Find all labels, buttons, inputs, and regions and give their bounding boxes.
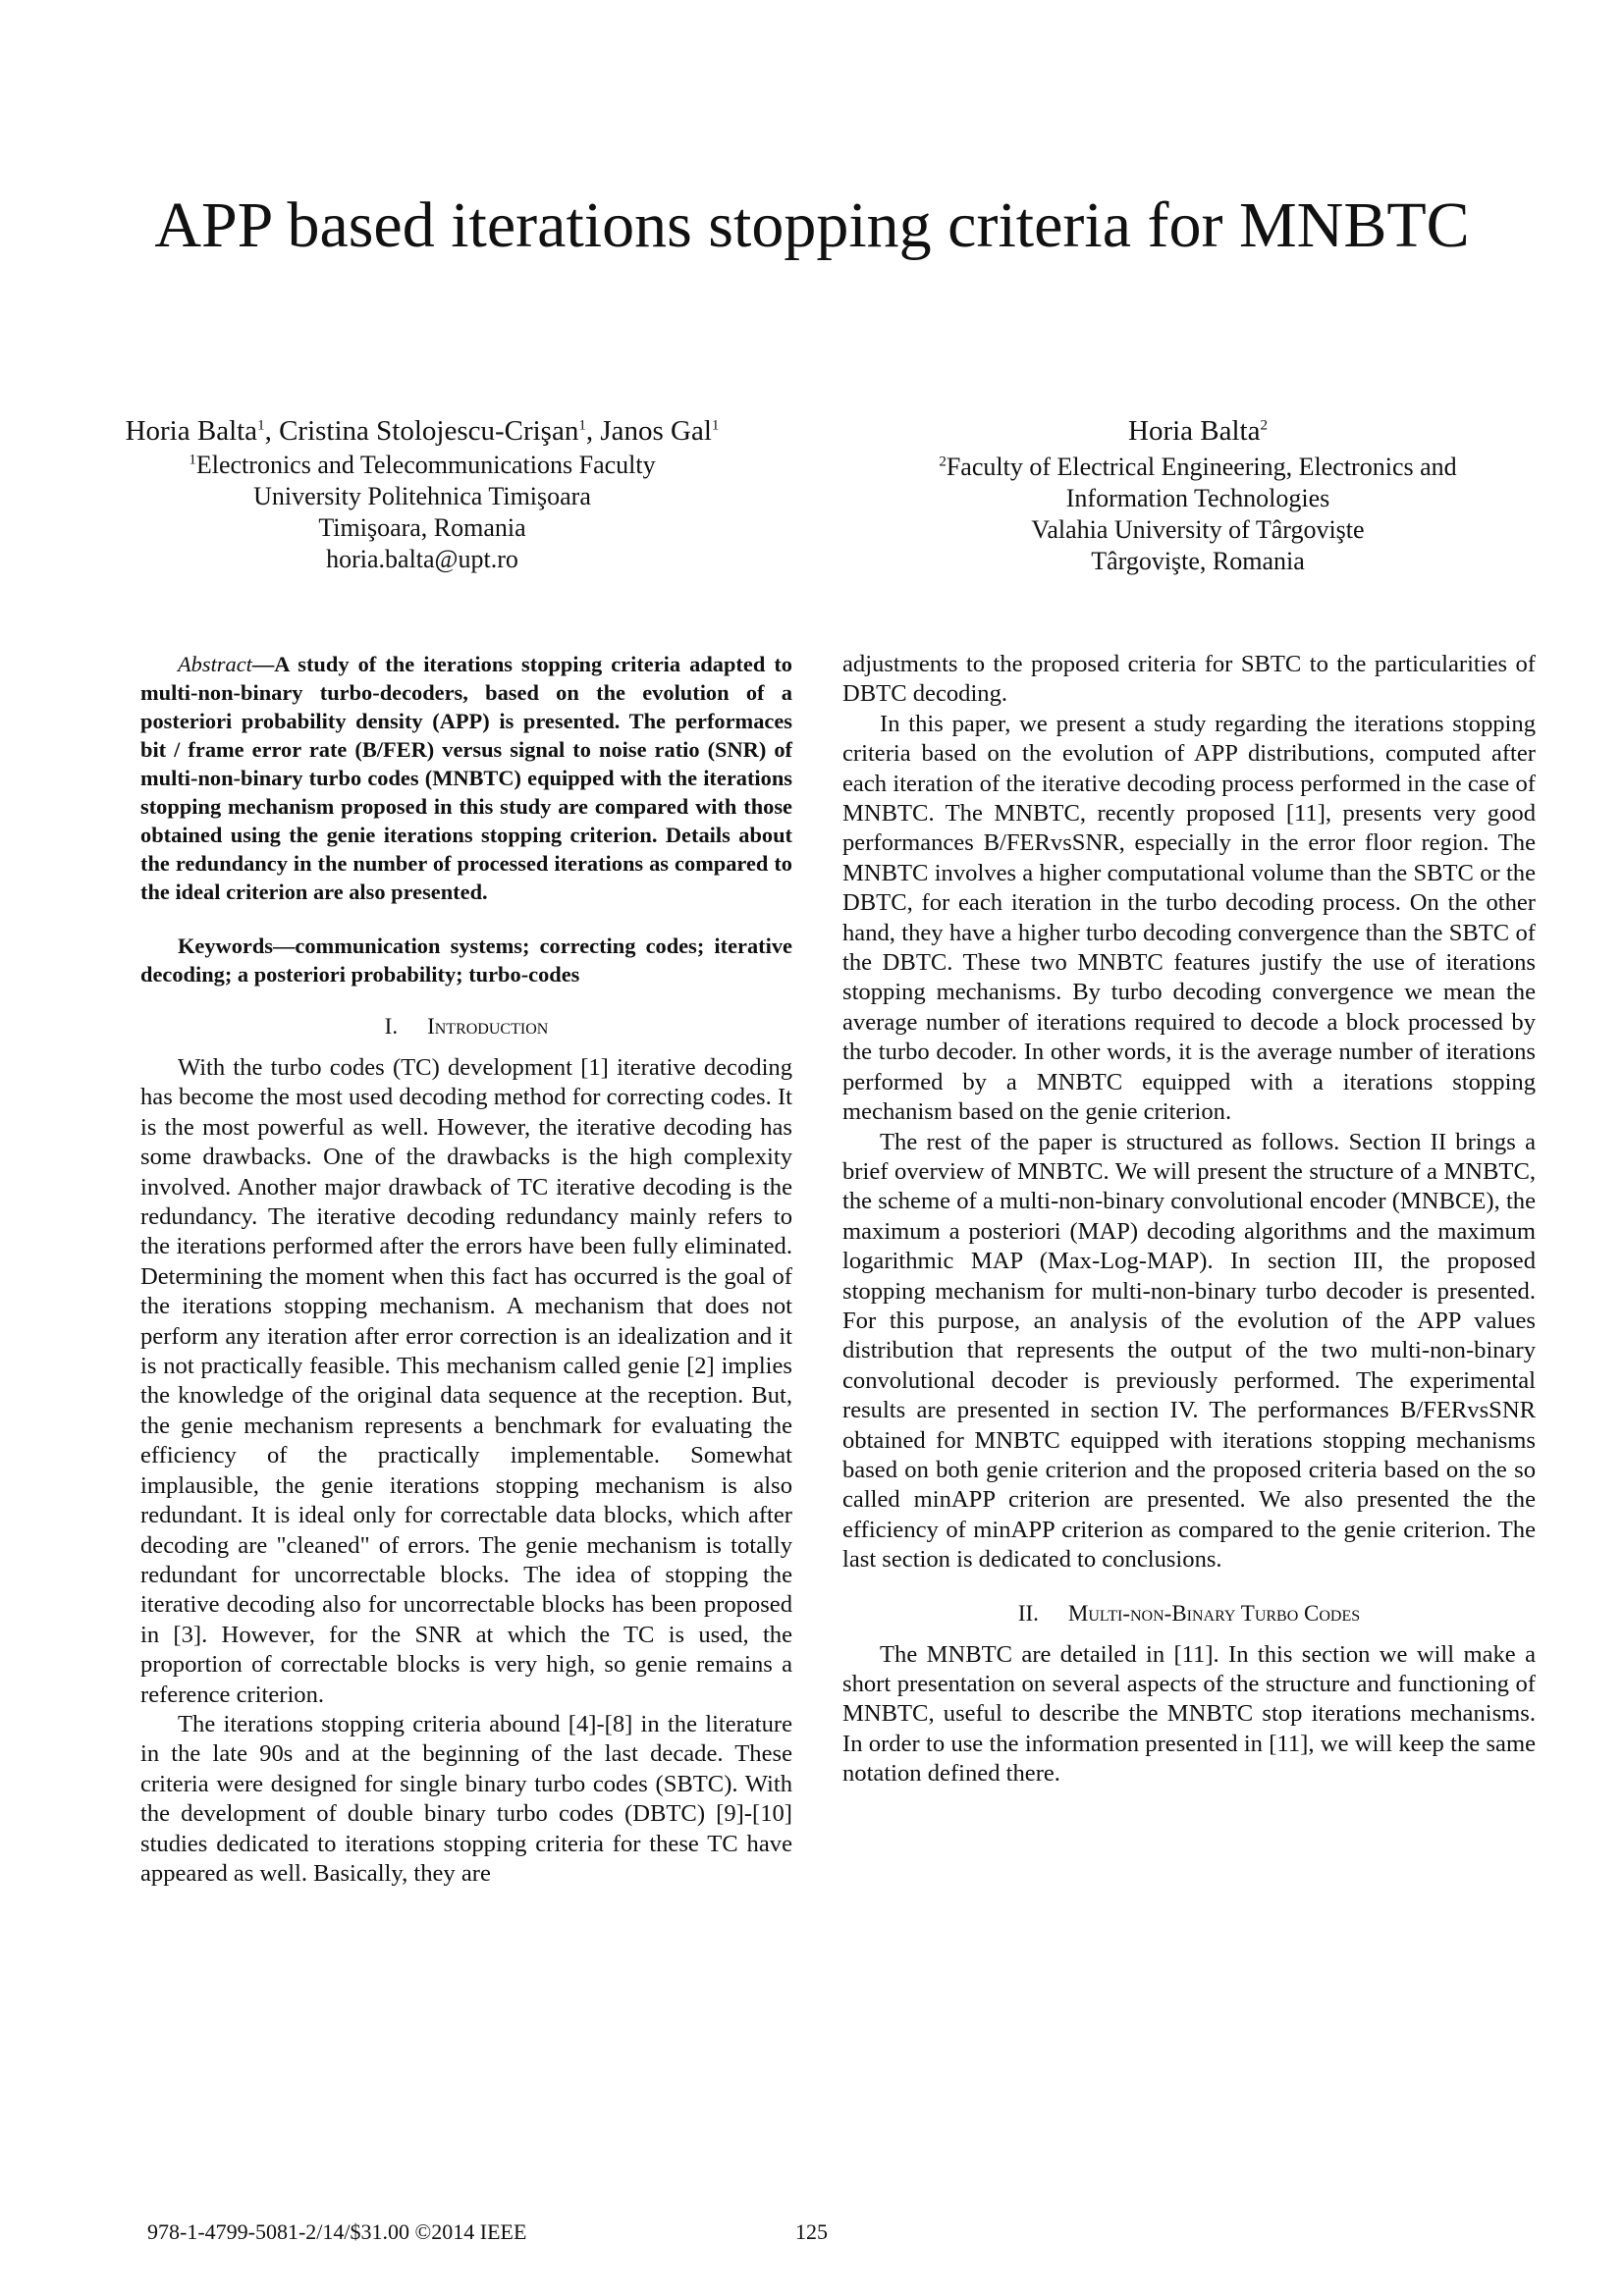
- keywords-text: —communication systems; correcting codes; iterative decoding; a posteriori probability; turbo-codes: [140, 934, 792, 987]
- author-name: , Janos Gal: [585, 415, 712, 447]
- section-heading-introduction: [140, 1012, 792, 1041]
- affiliation-sup: 1: [578, 417, 586, 434]
- affiliation-sup: 2: [1260, 417, 1268, 434]
- author-name: Horia Balta: [1128, 415, 1261, 447]
- author-block-right: [835, 412, 1561, 577]
- affiliation-line: Valahia University of Târgovişte: [1031, 515, 1365, 544]
- section-title: Introduction: [427, 1014, 549, 1039]
- paragraph: The rest of the paper is structured as follows. Section II brings a brief overview of MNBTC. We will present the structure of a MNBTC, the scheme of a multi-non-binary convolutional encoder (MNBCE), the maximum a posteriori (MAP) decoding algorithms and the maximum logarithmic MAP (Max-Log-MAP). In section III, the proposed stopping mechanism for multi-non-binary turbo decoder is presented. For this purpose, an analysis of the evolution of the APP values distribution that represents the output of the two multi-non-binary convolutional decoder is previously performed. The experimental results are presented in section IV. The performances B/FERvsSNR obtained for MNBTC equipped with iterations stopping mechanisms based on both genie criterion and the proposed criteria based on the so called minAPP criterion are presented. We also presented the the efficiency of minAPP criterion as compared to the genie criterion. The last section is dedicated to conclusions.: [842, 1128, 1536, 1574]
- affiliation-sup: 1: [257, 417, 265, 434]
- section-number: II.: [1017, 1600, 1039, 1626]
- affiliation-line: [835, 452, 1561, 483]
- left-column: [140, 650, 792, 1889]
- author-name: Horia Balta: [125, 415, 258, 447]
- keywords-lead: Keywords: [178, 934, 274, 958]
- section-heading-mnbtc: [842, 1599, 1536, 1629]
- keywords: [140, 932, 792, 988]
- paragraph: With the turbo codes (TC) development [1] iterative decoding has become the most used decoding method for correcting codes. It is the most powerful as well. However, the iterative decoding has some drawbacks. One of the drawbacks is the high complexity involved. Another major drawback of TC iterative decoding is the redundancy. The iterative decoding redundancy mainly refers to the iterations performed after the errors have been fully eliminated. Determining the moment when this fact has occurred is the goal of the iterations stopping mechanism. A mechanism that does not perform any iteration after error correction is an idealization and it is not practically feasible. This mechanism called genie [2] implies the knowledge of the original data sequence at the reception. But, the genie mechanism represents a benchmark for evaluating the efficiency of the practically implementable. Somewhat implausible, the genie iterations stopping mechanism is also redundant. It is ideal only for correctable data blocks, which after decoding are "cleaned" of errors. The genie mechanism is totally redundant for uncorrectable blocks. The idea of stopping the iterative decoding also for uncorrectable blocks has been proposed in [3]. However, for the SNR at which the TC is used, the proportion of correctable blocks is very high, so genie remains a reference criterion.: [140, 1054, 792, 1708]
- author-names-right: [835, 412, 1561, 450]
- affiliation-text: Electronics and Telecommunications Faculty: [195, 451, 656, 479]
- paper-title: APP based iterations stopping criteria for MNBTC: [154, 189, 1470, 261]
- paragraph: The MNBTC are detailed in [11]. In this section we will make a short presentation on several aspects of the structure and functioning of MNBTC, useful to describe the MNBTC stop iterations mechanisms. In order to use the information presented in [11], we will keep the same notation defined there.: [842, 1640, 1536, 1788]
- paragraph: The iterations stopping criteria abound [4]-[8] in the literature in the late 90s and at the beginning of the last decade. These criteria were designed for single binary turbo codes (SBTC). With the development of double binary turbo codes (DBTC) [9]-[10] studies dedicated to iterations stopping criteria for these TC have appeared as well. Basically, they are: [140, 1710, 792, 1887]
- abstract-lead: Abstract: [178, 652, 252, 676]
- author-name: , Cristina Stolojescu-Crişan: [264, 415, 579, 447]
- affiliation-line: Information Technologies: [1065, 484, 1330, 512]
- right-column: [842, 650, 1536, 1789]
- paragraph: In this paper, we present a study regarding the iterations stopping criteria based on the evolution of APP distributions, computed after each iteration of the iterative decoding process performed in the case of MNBTC. The MNBTC, recently proposed [11], presents very good performances B/FERvsSNR, especially in the error floor region. The MNBTC involves a higher computational volume than the SBTC or the DBTC, for each iteration in the turbo decoding process. On the other hand, they have a higher turbo decoding convergence than the SBTC of the DBTC. These two MNBTC features justify the use of iterations stopping mechanisms. By turbo decoding convergence we mean the average number of iterations required to decode a block processed by the turbo decoder. In other words, it is the average number of iterations performed by a MNBTC equipped with a iterations stopping mechanism based on the genie criterion.: [842, 710, 1536, 1126]
- section-number: I.: [384, 1014, 399, 1039]
- copyright-footer: 978-1-4799-5081-2/14/$31.00 ©2014 IEEE: [147, 2219, 527, 2244]
- affiliation-sup: 1: [711, 417, 720, 434]
- page-number: 125: [795, 2219, 828, 2244]
- paragraph: adjustments to the proposed criteria for SBTC to the particularities of DBTC decoding.: [842, 651, 1536, 708]
- author-email: horia.balta@upt.ro: [326, 545, 518, 573]
- affiliation-line: University Politehnica Timişoara: [253, 482, 591, 510]
- affiliation-text: Faculty of Electrical Engineering, Electronics and: [946, 453, 1457, 481]
- affiliation-line: [59, 450, 785, 481]
- affiliation-line: Târgovişte, Romania: [1091, 547, 1305, 575]
- affiliation-sup: 1: [189, 452, 196, 468]
- abstract: [140, 650, 792, 906]
- section-title: Multi-non-Binary Turbo Codes: [1067, 1600, 1361, 1626]
- abstract-text: —A study of the iterations stopping criteria adapted to multi-non-binary turbo-decoders, based on the evolution of a posteriori probability density (APP) is presented. The performaces bit / frame error rate (B/FER) versus signal to noise ratio (SNR) of multi-non-binary turbo codes (MNBTC) equipped with the iterations stopping mechanism proposed in this study are compared with those obtained using the genie iterations stopping criterion. Details about the redundancy in the number of processed iterations as compared to the ideal criterion are also presented.: [140, 652, 792, 904]
- affiliation-sup: 2: [939, 454, 947, 470]
- author-block-left: [59, 412, 785, 575]
- affiliation-line: Timişoara, Romania: [318, 513, 526, 542]
- author-names-left: [59, 412, 785, 450]
